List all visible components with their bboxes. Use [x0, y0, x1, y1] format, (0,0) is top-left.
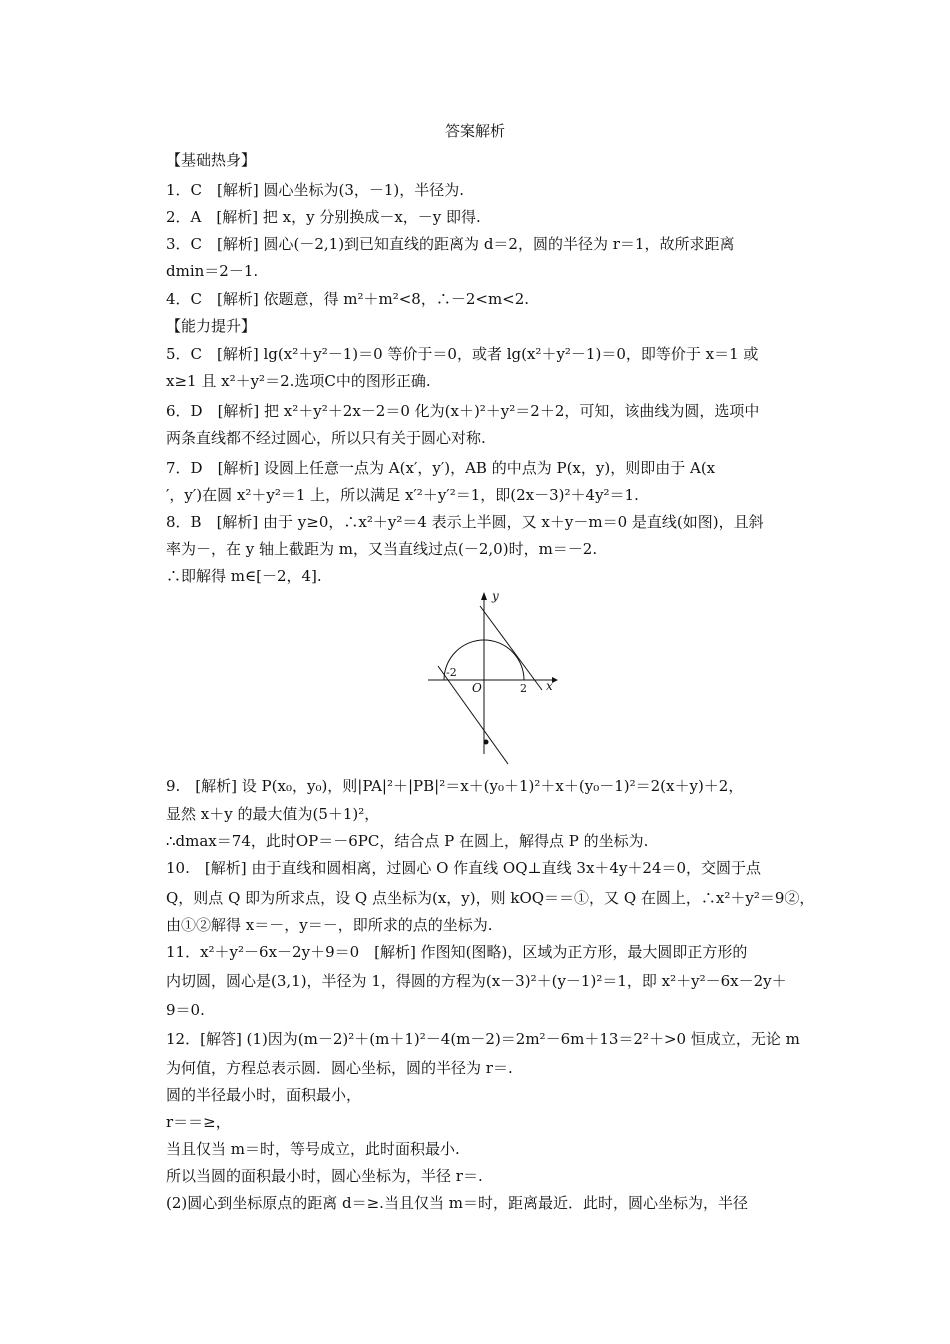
answer-6: 6．D [解析] 把 x²＋y²＋2x－2＝0 化为(x＋)²＋y²＝2＋2，可知，该曲线为圆，选项中 [166, 402, 760, 420]
section-heading-advance: 【能力提升】 [166, 317, 257, 335]
answer-10-cont: Q，则点 Q 即为所求点，设 Q 点坐标为(x，y)，则 kOQ＝＝①，又 Q 在圆上，∴x²＋y²＝9②， [166, 889, 815, 907]
answer-4: 4．C [解析] 依题意，得 m²＋m²<8，∴－2<m<2. [166, 290, 530, 308]
answer-5: 5．C [解析] lg(x²＋y²－1)＝0 等价于＝0，或者 lg(x²＋y²－1)＝0，即等价于 x＝1 或 [166, 345, 759, 363]
answer-12-cont: 为何值，方程总表示圆．圆心坐标，圆的半径为 r＝. [166, 1059, 513, 1077]
page-title: 答案解析 [444, 122, 505, 140]
answer-6-cont: 两条直线都不经过圆心，所以只有关于圆心对称. [166, 429, 486, 447]
intercept-point [484, 740, 489, 745]
answer-12-conclusion: 所以当圆的面积最小时，圆心坐标为，半径 r＝. [166, 1167, 483, 1185]
answer-12: 12．[解答] (1)因为(m－2)²＋(m＋1)²－4(m－2)＝2m²－6m＋13＝2²＋>0 恒成立，无论 m [166, 1030, 800, 1048]
answer-7: 7．D [解析] 设圆上任意一点为 A(x′，y′)，AB 的中点为 P(x，y)，则即由于 A(x [166, 459, 716, 477]
answer-12-area: 圆的半径最小时，面积最小， [166, 1086, 362, 1104]
answer-3-cont: dmin＝2－1. [166, 262, 259, 280]
answer-12-radius: r＝＝≥， [166, 1113, 231, 1131]
tick-label-2: 2 [520, 682, 527, 695]
x-axis-label: x [546, 679, 553, 693]
answer-11-end: 9＝0. [166, 1001, 205, 1019]
section-heading-warmup: 【基础热身】 [166, 151, 257, 169]
answer-10-result: 由①②解得 x＝－，y＝－，即所求的点的坐标为. [166, 916, 493, 934]
origin-label: O [472, 681, 482, 695]
answer-2: 2．A [解析] 把 x，y 分别换成－x，－y 即得. [166, 208, 481, 226]
figure-svg [420, 588, 560, 758]
answer-12-equality: 当且仅当 m＝时，等号成立，此时面积最小. [166, 1140, 460, 1158]
x-axis-arrow-icon [552, 677, 558, 683]
answer-8-cont: 率为－，在 y 轴上截距为 m，又当直线过点(－2,0)时，m＝－2. [166, 540, 598, 558]
answer-9: 9. [解析] 设 P(x₀，y₀)，则|PA|²＋|PB|²＝x＋(y₀＋1)²＋x＋(y₀－1)²＝2(x＋y)＋2， [166, 777, 744, 795]
y-axis-label: y [492, 589, 499, 603]
answer-9-cont: 显然 x＋y 的最大值为(5＋1)²， [166, 805, 380, 823]
answer-11-cont: 内切圆，圆心是(3,1)，半径为 1，得圆的方程为(x－3)²＋(y－1)²＝1，即 x²＋y²－6x－2y＋ [166, 972, 787, 990]
answer-9-result: ∴dmax＝74，此时OP＝－6PC，结合点 P 在圆上，解得点 P 的坐标为. [166, 832, 649, 850]
answer-12-part2: (2)圆心到坐标原点的距离 d＝≥.当且仅当 m＝时，距离最近．此时，圆心坐标为，半径 [166, 1194, 748, 1212]
answer-3: 3．C [解析] 圆心(－2,1)到已知直线的距离为 d＝2，圆的半径为 r＝1，故所求距离 [166, 235, 735, 253]
answer-8-result: ∴即解得 m∈[－2，4]. [166, 567, 322, 585]
tangent-line [480, 606, 542, 690]
answer-5-cont: x≥1 且 x²＋y²＝2.选项C中的图形正确. [166, 372, 431, 390]
tick-label-neg2: -2 [446, 666, 457, 679]
answer-7-cont: ′，y′)在圆 x²＋y²＝1 上，所以满足 x′²＋y′²＝1，即(2x－3)²＋4y²＝1. [166, 486, 639, 504]
y-axis-arrow-icon [481, 592, 487, 600]
figure-semicircle-line [420, 588, 560, 758]
answer-1: 1．C [解析] 圆心坐标为(3，－1)，半径为. [166, 181, 465, 199]
answer-11: 11．x²＋y²－6x－2y＋9＝0 [解析] 作图知(图略)，区域为正方形，最大圆即正方形的 [166, 943, 748, 961]
answer-10: 10. [解析] 由于直线和圆相离，过圆心 O 作直线 OQ⊥直线 3x＋4y＋24＝0，交圆于点 [166, 859, 762, 877]
answer-8: 8．B [解析] 由于 y≥0，∴x²＋y²＝4 表示上半圆，又 x＋y－m＝0 是直线(如图)，且斜 [166, 513, 764, 531]
